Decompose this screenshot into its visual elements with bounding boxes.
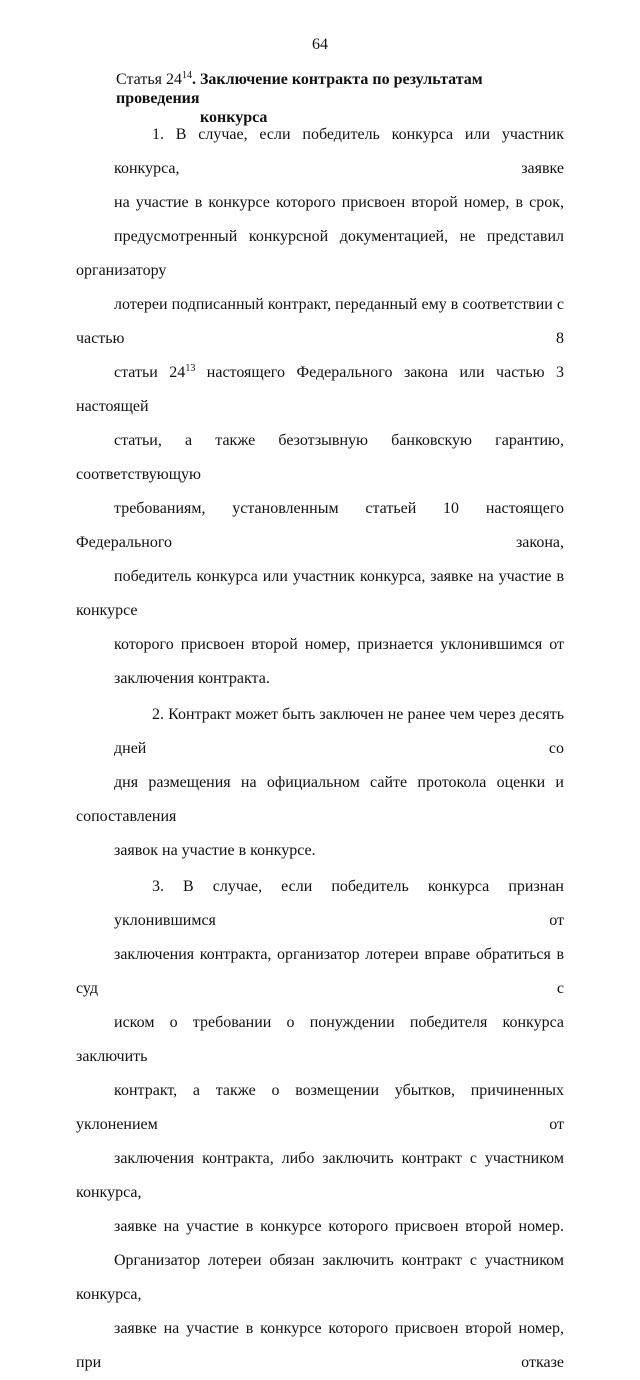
text-line: контракт, а также о возмещении убытков, причиненных уклонением от	[76, 1082, 564, 1133]
document-body	[76, 118, 564, 1380]
text-line: статьи, а также безотзывную банковскую гарантию, соответствующую	[76, 432, 564, 483]
text-line: требованиям, установленным статьей 10 настоящего Федерального закона,	[76, 500, 564, 551]
text-line: заключения контракта, либо заключить контракт с участником конкурса,	[76, 1150, 564, 1201]
paragraph-2	[76, 698, 564, 868]
text-line: заключения контракта, организатор лотереи вправе обратиться в суд с	[76, 946, 564, 997]
text-line: 2. Контракт может быть заключен не ранее чем через десять дней со	[114, 706, 564, 757]
paragraph-1	[76, 118, 564, 696]
article-number-superscript: 14	[181, 70, 192, 81]
article-title: . Заключение контракта по результатам проведения	[116, 71, 483, 107]
text-line: которого присвоен второй номер, признается уклонившимся от	[114, 636, 564, 653]
text-line: 1. В случае, если победитель конкурса или участник конкурса, заявке	[114, 126, 564, 177]
text-line: Организатор лотереи обязан заключить контракт с участником конкурса,	[76, 1252, 564, 1303]
text-line: статьи $24^{13}$ настоящего Федерального закона или частью 3 настоящей	[76, 363, 565, 415]
text-line: заявке на участие в конкурсе которого присвоен второй номер.	[114, 1218, 564, 1235]
text-line: дня размещения на официальном сайте протокола оценки и сопоставления	[76, 774, 564, 825]
text-line: лотереи подписанный контракт, переданный ему в соответствии с частью 8	[76, 296, 564, 347]
text-line: на участие в конкурсе которого присвоен второй номер, в срок,	[114, 194, 564, 211]
text-line: заявок на участие в конкурсе.	[114, 842, 316, 859]
text-line: 3. В случае, если победитель конкурса признан уклонившимся от	[114, 878, 564, 929]
text-line: предусмотренный конкурсной документацией, не представил организатору	[76, 228, 564, 279]
text-line: иском о требовании о понуждении победителя конкурса заключить	[76, 1014, 564, 1065]
page-number: 64	[312, 36, 328, 53]
text-line: победитель конкурса или участник конкурса, заявке на участие в конкурсе	[76, 568, 564, 619]
article-title-continuation: конкурса	[200, 109, 268, 126]
text-line: заявке на участие в конкурсе которого присвоен второй номер, при отказе	[76, 1320, 564, 1371]
text-line: заключения контракта.	[114, 670, 270, 687]
superscript: 13	[185, 363, 196, 374]
article-label: Статья $24^{14}$	[116, 70, 192, 88]
paragraph-3	[76, 870, 564, 1380]
